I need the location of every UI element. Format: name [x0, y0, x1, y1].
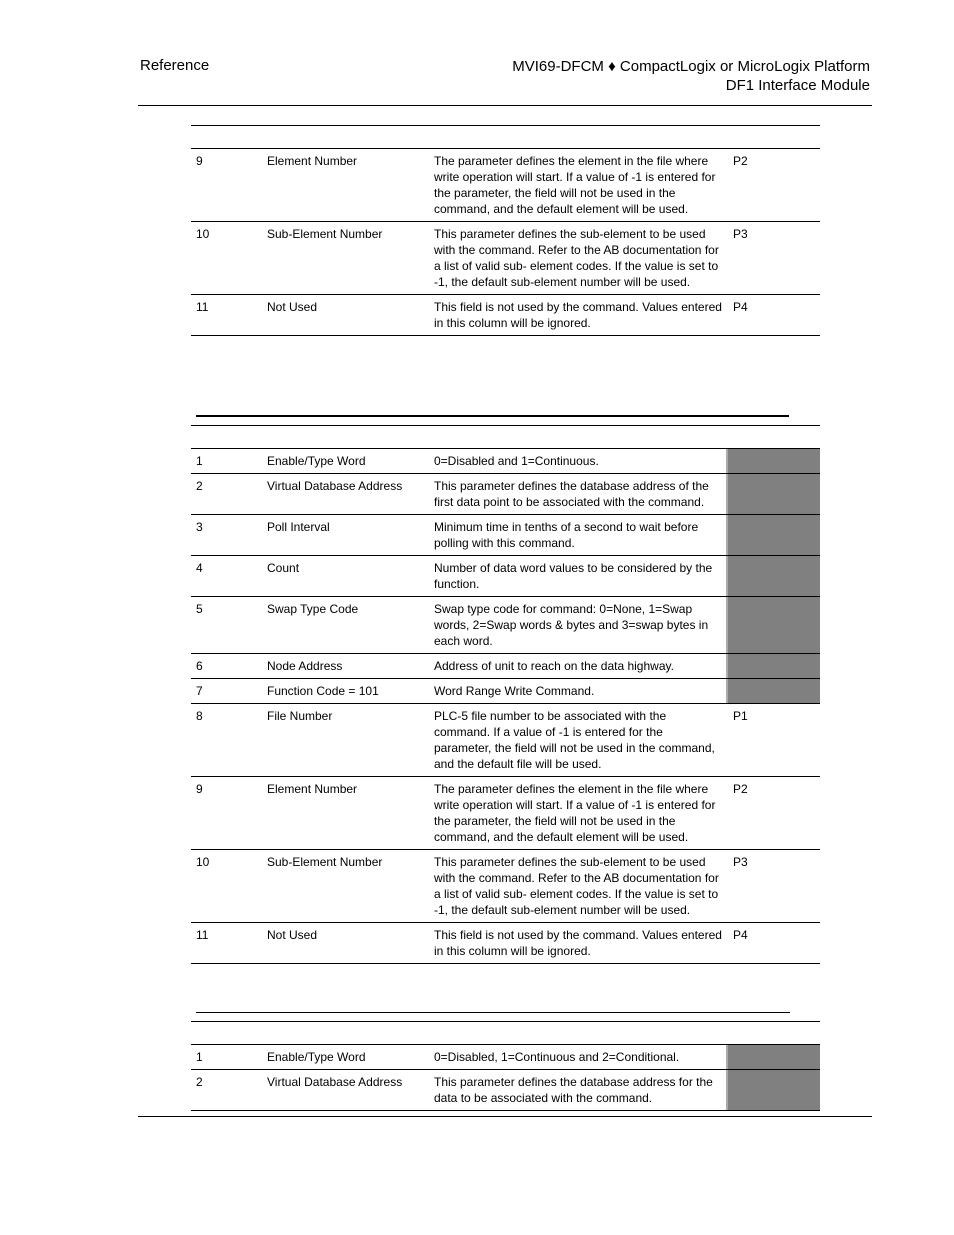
row-parameter-name: Element Number — [267, 782, 358, 796]
row-parameter-name: Sub-Element Number — [267, 227, 383, 241]
row-number: 1 — [196, 454, 203, 468]
row-description: Address of unit to reach on the data highway. — [434, 659, 674, 673]
table-row — [191, 149, 820, 222]
row-description: PLC-5 file number to be associated with the command. If a value of -1 is entered for the parameter, the field will not be used in the command, and the default file will be used. — [434, 709, 715, 771]
row-description: Number of data word values to be considered by the function. — [434, 561, 713, 591]
row-number: 6 — [196, 659, 203, 673]
row-description: The parameter defines the element in the file where write operation will start. If a value of -1 is entered for the parameter, the field will not be used in the command, and the default element will be used. — [434, 782, 716, 844]
row-param-ref: P4 — [733, 300, 748, 314]
table-row — [191, 1045, 820, 1070]
row-parameter-name: Swap Type Code — [267, 602, 359, 616]
row-param-ref: P4 — [733, 928, 748, 942]
table-row — [191, 704, 820, 777]
row-number: 9 — [196, 782, 203, 796]
row-description: Minimum time in tenths of a second to wait before polling with this command. — [434, 520, 699, 550]
table-header-rule — [191, 125, 820, 149]
row-param-ref — [726, 556, 820, 596]
row-parameter-name: Virtual Database Address — [267, 1075, 403, 1089]
table-row — [191, 556, 820, 597]
row-number: 2 — [196, 479, 203, 493]
row-param-ref — [726, 515, 820, 555]
row-parameter-name: File Number — [267, 709, 333, 723]
row-description: This parameter defines the database address for the data to be associated with the command. — [434, 1075, 713, 1105]
header-rule — [138, 105, 872, 106]
row-number: 10 — [196, 227, 210, 241]
row-description: This parameter defines the sub-element to be used with the command. Refer to the AB documentation for a list of valid sub- element codes. If the value is set to -1, the default sub-element number will be used. — [434, 227, 719, 289]
row-number: 4 — [196, 561, 203, 575]
row-param-ref — [726, 654, 820, 678]
row-parameter-name: Not Used — [267, 300, 318, 314]
parameter-table-2 — [191, 425, 820, 964]
header-title-line1: MVI69-DFCM ♦ CompactLogix or MicroLogix Platform — [512, 58, 870, 75]
table-row — [191, 679, 820, 704]
row-parameter-name: Count — [267, 561, 300, 575]
row-number: 11 — [196, 300, 209, 314]
page-header-title — [512, 57, 870, 95]
row-parameter-name: Enable/Type Word — [267, 1050, 366, 1064]
table-row — [191, 474, 820, 515]
table-row — [191, 295, 820, 335]
row-description: This parameter defines the database address of the first data point to be associated with the command. — [434, 479, 709, 509]
header-title-line2: DF1 Interface Module — [725, 77, 870, 94]
row-parameter-name: Enable/Type Word — [267, 454, 366, 468]
row-parameter-name: Node Address — [267, 659, 343, 673]
row-param-ref — [726, 474, 820, 514]
row-parameter-name: Element Number — [267, 154, 358, 168]
footer-rule — [138, 1116, 872, 1117]
table-row — [191, 449, 820, 474]
table-row — [191, 923, 820, 963]
row-parameter-name: Not Used — [267, 928, 318, 942]
row-description: 0=Disabled, 1=Continuous and 2=Conditional. — [434, 1050, 680, 1064]
table-row — [191, 1070, 820, 1110]
row-param-ref — [726, 679, 820, 703]
table-row — [191, 515, 820, 556]
section-rule — [196, 415, 789, 417]
row-param-ref — [726, 597, 820, 653]
row-parameter-name: Sub-Element Number — [267, 855, 383, 869]
row-parameter-name: Function Code = 101 — [267, 684, 379, 698]
row-param-ref — [726, 1045, 820, 1069]
row-description: This field is not used by the command. Values entered in this column will be ignored. — [434, 928, 722, 958]
row-param-ref: P3 — [733, 855, 748, 869]
row-parameter-name: Poll Interval — [267, 520, 330, 534]
row-description: Swap type code for command: 0=None, 1=Swap words, 2=Swap words & bytes and 3=swap bytes in each word. — [434, 602, 709, 648]
row-param-ref: P3 — [733, 227, 748, 241]
row-description: This parameter defines the sub-element to be used with the command. Refer to the AB documentation for a list of valid sub- element codes. If the value is set to -1, the default sub-element number will be used. — [434, 855, 719, 917]
table-row — [191, 654, 820, 679]
row-number: 3 — [196, 520, 203, 534]
row-description: Word Range Write Command. — [434, 684, 595, 698]
table-header-rule — [191, 1021, 820, 1045]
parameter-table-3 — [191, 1021, 820, 1111]
table-row — [191, 850, 820, 923]
row-parameter-name: Virtual Database Address — [267, 479, 403, 493]
row-number: 5 — [196, 602, 203, 616]
row-description: The parameter defines the element in the file where write operation will start. If a value of -1 is entered for the parameter, the field will not be used in the command, and the default element will be used. — [434, 154, 716, 216]
table-row — [191, 222, 820, 295]
row-param-ref: P2 — [733, 782, 748, 796]
row-number: 7 — [196, 684, 203, 698]
row-param-ref: P1 — [733, 709, 748, 723]
section-rule — [196, 1012, 790, 1013]
row-param-ref — [726, 1070, 820, 1110]
row-number: 9 — [196, 154, 203, 168]
row-description: 0=Disabled and 1=Continuous. — [434, 454, 599, 468]
page-header-section: Reference — [140, 57, 210, 74]
row-number: 1 — [196, 1050, 203, 1064]
row-description: This field is not used by the command. Values entered in this column will be ignored. — [434, 300, 722, 330]
table-row — [191, 777, 820, 850]
row-number: 11 — [196, 928, 209, 942]
row-param-ref — [726, 449, 820, 473]
row-number: 8 — [196, 709, 203, 723]
parameter-table-1 — [191, 125, 820, 336]
row-param-ref: P2 — [733, 154, 748, 168]
table-header-rule — [191, 425, 820, 449]
row-number: 10 — [196, 855, 210, 869]
row-number: 2 — [196, 1075, 203, 1089]
table-row — [191, 597, 820, 654]
